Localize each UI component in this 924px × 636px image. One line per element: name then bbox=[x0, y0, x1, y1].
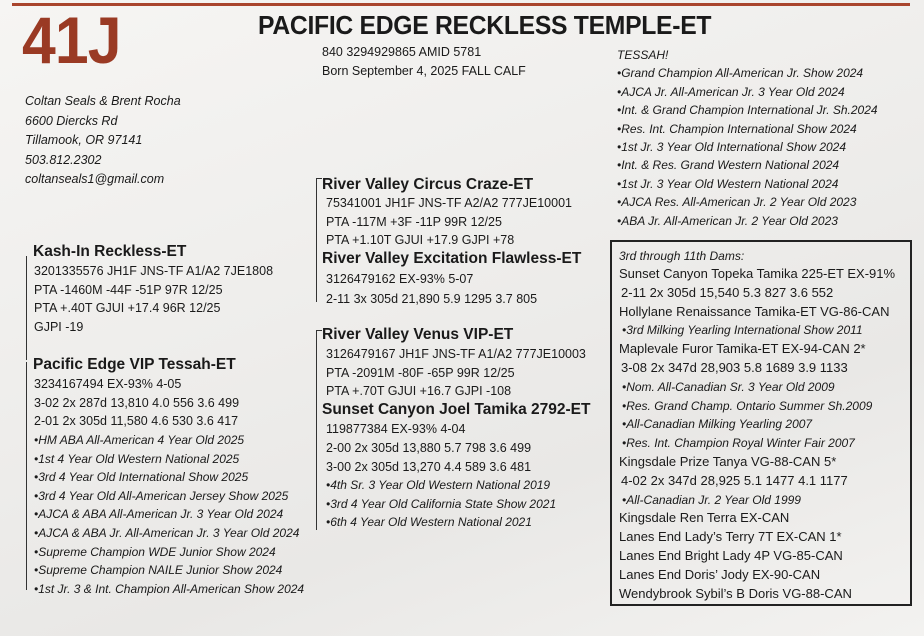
honor-item: •3rd Milking Yearling International Show 2011 bbox=[622, 323, 863, 338]
dam-sire-line: PTA +.70T GJUI +16.7 GJPI -108 bbox=[326, 384, 512, 398]
honor-item: •Int. & Grand Champion International Jr. Sh.2024 bbox=[617, 103, 878, 118]
ancestor-name: Lanes End Lady’s Terry 7T EX-CAN 1* bbox=[619, 529, 842, 545]
dam-sire-line: PTA -2091M -80F -65P 99R 12/25 bbox=[326, 365, 515, 380]
owner-email: coltanseals1@gmail.com bbox=[25, 172, 165, 186]
dam-dam-line: 119877384 EX-93% 4-04 bbox=[326, 422, 466, 436]
dam-name: Pacific Edge VIP Tessah-ET bbox=[33, 356, 236, 373]
ancestor-name: Kingsdale Ren Terra EX-CAN bbox=[619, 510, 790, 526]
sire-name: Kash-In Reckless-ET bbox=[33, 243, 187, 260]
honor-item: •Int. & Res. Grand Western National 2024 bbox=[617, 158, 840, 173]
sire-sire-details bbox=[326, 194, 572, 250]
sire-sire-line: PTA +1.10T GJUI +17.9 GJPI +78 bbox=[326, 233, 515, 247]
ancestor-name: Kingsdale Prize Tanya VG-88-CAN 5* bbox=[619, 453, 837, 469]
ancestor-name: Wendybrook Sybil’s B Doris VG-88-CAN bbox=[619, 585, 852, 601]
tessah-heading: TESSAH! bbox=[617, 48, 669, 62]
honor-item: •6th 4 Year Old Western National 2021 bbox=[326, 515, 532, 529]
sire-branch-line bbox=[316, 178, 317, 302]
ancestor-name: Lanes End Doris’ Jody EX-90-CAN bbox=[619, 566, 821, 582]
birth-line: Born September 4, 2025 FALL CALF bbox=[322, 64, 526, 78]
honor-item: •All-Canadian Jr. 2 Year Old 1999 bbox=[622, 492, 801, 507]
dam-sire-details bbox=[326, 345, 586, 401]
page-title: PACIFIC EDGE RECKLESS TEMPLE-ET bbox=[258, 10, 712, 40]
sire-line: PTA +.40T GJUI +17.4 96R 12/25 bbox=[34, 301, 221, 315]
honor-item: •1st Jr. 3 Year Old Western National 2024 bbox=[617, 176, 839, 191]
dam-dam-honors bbox=[326, 476, 556, 532]
honor-item: •3rd 4 Year Old California State Show 2021 bbox=[326, 496, 557, 511]
honor-item: •AJCA & ABA All-American Jr. 3 Year Old 2024 bbox=[34, 507, 284, 522]
ancestor-name: Lanes End Bright Lady 4P VG-85-CAN bbox=[619, 547, 843, 563]
dam-honors bbox=[34, 431, 304, 598]
honor-item: •4th Sr. 3 Year Old Western National 2019 bbox=[326, 478, 551, 492]
owner-city: Tillamook, OR 97141 bbox=[25, 133, 143, 147]
dam-details bbox=[34, 375, 239, 431]
dam-line: 2-01 2x 305d 11,580 4.6 530 3.6 417 bbox=[34, 414, 239, 428]
honor-item: •AJCA Jr. All-American Jr. 3 Year Old 2024 bbox=[617, 84, 845, 99]
dam-dam-name: Sunset Canyon Joel Tamika 2792-ET bbox=[322, 401, 591, 418]
owner-info bbox=[25, 92, 181, 190]
honor-item: •3rd 4 Year Old International Show 2025 bbox=[34, 470, 249, 485]
sire-dam-line: 3126479162 EX-93% 5-07 bbox=[326, 272, 474, 286]
dam-sire-name: River Valley Venus VIP-ET bbox=[322, 326, 514, 343]
ancestor-name: Hollylane Renaissance Tamika-ET VG-86-CAN bbox=[619, 303, 890, 319]
dams-list bbox=[619, 247, 895, 603]
sire-details bbox=[34, 262, 273, 336]
honor-item: •All-Canadian Milking Yearling 2007 bbox=[622, 417, 813, 432]
dams-box-heading: 3rd through 11th Dams: bbox=[619, 249, 745, 263]
dam-dam-details bbox=[326, 420, 531, 477]
sire-dam-name: River Valley Excitation Flawless-ET bbox=[322, 250, 582, 267]
honor-item: •AJCA & ABA Jr. All-American Jr. 3 Year Old 2024 bbox=[34, 525, 300, 540]
lot-number: 41J bbox=[22, 3, 121, 77]
dam-branch-line bbox=[316, 330, 317, 530]
sire-dam-line: 2-11 3x 305d 21,890 5.9 1295 3.7 805 bbox=[326, 292, 538, 306]
sire-sire-line: PTA -117M +3F -11P 99R 12/25 bbox=[326, 214, 502, 229]
honor-item: •3rd 4 Year Old All-American Jersey Show 2025 bbox=[34, 488, 289, 503]
tessah-honors bbox=[617, 46, 878, 230]
sire-dam-details bbox=[326, 269, 537, 309]
honor-item: •Res. Int. Champion International Show 2024 bbox=[617, 121, 857, 136]
dam-line: 3234167494 EX-93% 4-05 bbox=[34, 377, 182, 391]
honor-item: •ABA Jr. All-American Jr. 2 Year Old 2023 bbox=[617, 213, 838, 228]
honor-item: •Nom. All-Canadian Sr. 3 Year Old 2009 bbox=[622, 379, 835, 394]
owner-names: Coltan Seals & Brent Rocha bbox=[25, 94, 181, 108]
sire-line: 3201335576 JH1F JNS-TF A1/A2 7JE1808 bbox=[34, 264, 274, 278]
sire-sire-line: 75341001 JH1F JNS-TF A2/A2 777JE10001 bbox=[326, 196, 572, 210]
honor-item: •1st Jr. 3 Year Old International Show 2024 bbox=[617, 140, 847, 155]
dam-dam-line: 3-00 2x 305d 13,270 4.4 589 3.6 481 bbox=[326, 460, 532, 474]
ids-line: 840 3294929865 AMID 5781 bbox=[322, 45, 482, 59]
honor-item: •Res. Grand Champ. Ontario Summer Sh.2009 bbox=[622, 398, 873, 413]
record-line: 4-02 2x 347d 28,925 5.1 1477 4.1 1177 bbox=[621, 472, 848, 488]
honor-item: •Grand Champion All-American Jr. Show 2024 bbox=[617, 66, 864, 81]
honor-item: •AJCA Res. All-American Jr. 2 Year Old 2023 bbox=[617, 195, 857, 210]
ancestor-name: Sunset Canyon Topeka Tamika 225-ET EX-91% bbox=[619, 266, 896, 281]
sire-line: PTA -1460M -44F -51P 97R 12/25 bbox=[34, 282, 223, 297]
honor-item: •Supreme Champion NAILE Junior Show 2024 bbox=[34, 563, 283, 578]
dam-connector bbox=[26, 362, 27, 590]
dam-sire-line: 3126479167 JH1F JNS-TF A1/A2 777JE10003 bbox=[326, 347, 586, 361]
dam-line: 3-02 2x 287d 13,810 4.0 556 3.6 499 bbox=[34, 395, 240, 410]
honor-item: •Supreme Champion WDE Junior Show 2024 bbox=[34, 544, 276, 559]
sire-line: GJPI -19 bbox=[34, 319, 84, 334]
record-line: 2-11 2x 305d 15,540 5.3 827 3.6 552 bbox=[621, 284, 834, 300]
top-accent-line bbox=[12, 3, 910, 6]
sire-connector bbox=[26, 256, 27, 360]
record-line: 3-08 2x 347d 28,903 5.8 1689 3.9 1133 bbox=[621, 359, 848, 375]
owner-phone: 503.812.2302 bbox=[25, 152, 102, 167]
honor-item: •HM ABA All-American 4 Year Old 2025 bbox=[34, 433, 245, 447]
honor-item: •1st 4 Year Old Western National 2025 bbox=[34, 451, 240, 466]
ancestor-name: Maplevale Furor Tamika-ET EX-94-CAN 2* bbox=[619, 341, 866, 357]
sire-sire-name: River Valley Circus Craze-ET bbox=[322, 176, 534, 193]
honor-item: •1st Jr. 3 & Int. Champion All-American Show 2024 bbox=[34, 581, 305, 596]
owner-street: 6600 Diercks Rd bbox=[25, 113, 118, 128]
dam-dam-line: 2-00 2x 305d 13,880 5.7 798 3.6 499 bbox=[326, 441, 532, 455]
honor-item: •Res. Int. Champion Royal Winter Fair 2007 bbox=[622, 436, 855, 451]
